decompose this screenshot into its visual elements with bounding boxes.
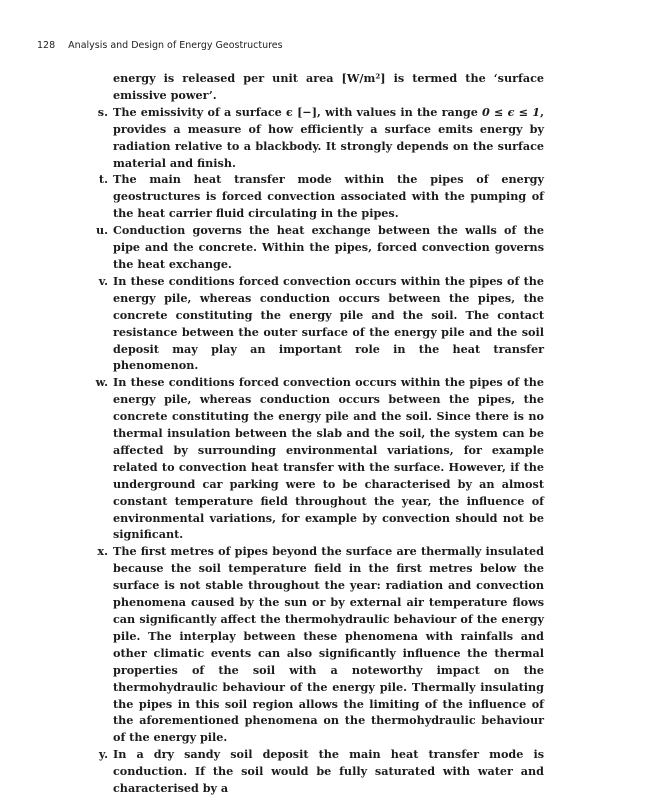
glossary-list: [80, 70, 544, 797]
list-marker: s.: [97, 104, 108, 119]
list-item-text: Conduction governs the heat exchange between the walls of the pipe and the concrete. Within the pipes, forced convection governs the heat exchange.: [113, 223, 544, 271]
running-title: Analysis and Design of Energy Geostructures: [68, 40, 283, 51]
list-marker: w.: [95, 375, 108, 390]
list-item-y: [80, 746, 544, 797]
list-item-text: energy is released per unit area [W/m²] is termed the ‘surface emissive power’.: [113, 71, 544, 102]
list-item-v: [80, 273, 544, 374]
page-number: 128: [37, 40, 56, 51]
emissivity-range-math: 0 ≤ ϵ ≤ 1: [482, 104, 541, 119]
list-item-text-tail: , provides a measure of how efficiently a surface emits energy by radiation relative to a blackbody. It strongly depends on the surface material and finish.: [113, 104, 544, 170]
list-item-text: The main heat transfer mode within the pipes of energy geostructures is forced convection associated with the pumping of the heat carrier fluid circulating in the pipes.: [113, 172, 544, 221]
list-item-t: [80, 171, 544, 222]
list-item-text: The first metres of pipes beyond the surface are thermally insulated because the soil temperature field in the first metres below the surface is not stable throughout the year: radiation and convection phenomena caused by the sun or by external air temperature flows can significantly affect the thermohydraulic behaviour of the energy pile. The interplay between these phenomena with rainfalls and other climatic events can also significantly influence the thermal properties of the soil with a noteworthy impact on the thermohydraulic behaviour of the energy pile. Thermally insulating the pipes in this soil region allows the limiting of the influence of the aforementioned phenomena on the thermohydraulic behaviour of the energy pile.: [113, 544, 544, 745]
running-header: [37, 40, 283, 51]
list-item-s: [80, 104, 544, 172]
list-item-x: [80, 543, 544, 746]
list-marker: u.: [95, 223, 108, 238]
list-marker: t.: [98, 172, 108, 187]
list-item-continuation: [80, 70, 544, 104]
list-item-text: In these conditions forced convection occurs within the pipes of the energy pile, whereas conduction occurs between the pipes, the concrete constituting the energy pile and the soil. Since there is no thermal insulation between the slab and the soil, the system can be affected by surrounding environmental variations, for example related to convection heat transfer with the surface. However, if the underground car parking were to be characterised by an almost constant temperature field throughout the year, the influence of environmental variations, for example by convection should not be significant.: [113, 375, 544, 542]
list-item-u: [80, 222, 544, 273]
list-item-text: The emissivity of a surface ϵ [−], with values in the range: [113, 104, 483, 119]
list-item-w: [80, 374, 544, 543]
list-marker: v.: [98, 273, 108, 288]
list-marker: y.: [98, 747, 108, 762]
list-item-text: In these conditions forced convection occurs within the pipes of the energy pile, whereas conduction occurs between the pipes, the concrete constituting the energy pile and the soil. The contact resistance between the outer surface of the energy pile and the soil deposit may play an important role in the heat transfer phenomenon.: [113, 273, 544, 373]
list-item-text: In a dry sandy soil deposit the main heat transfer mode is conduction. If the soil would be fully saturated with water and characterised by a: [113, 747, 544, 796]
list-marker: x.: [97, 544, 108, 559]
